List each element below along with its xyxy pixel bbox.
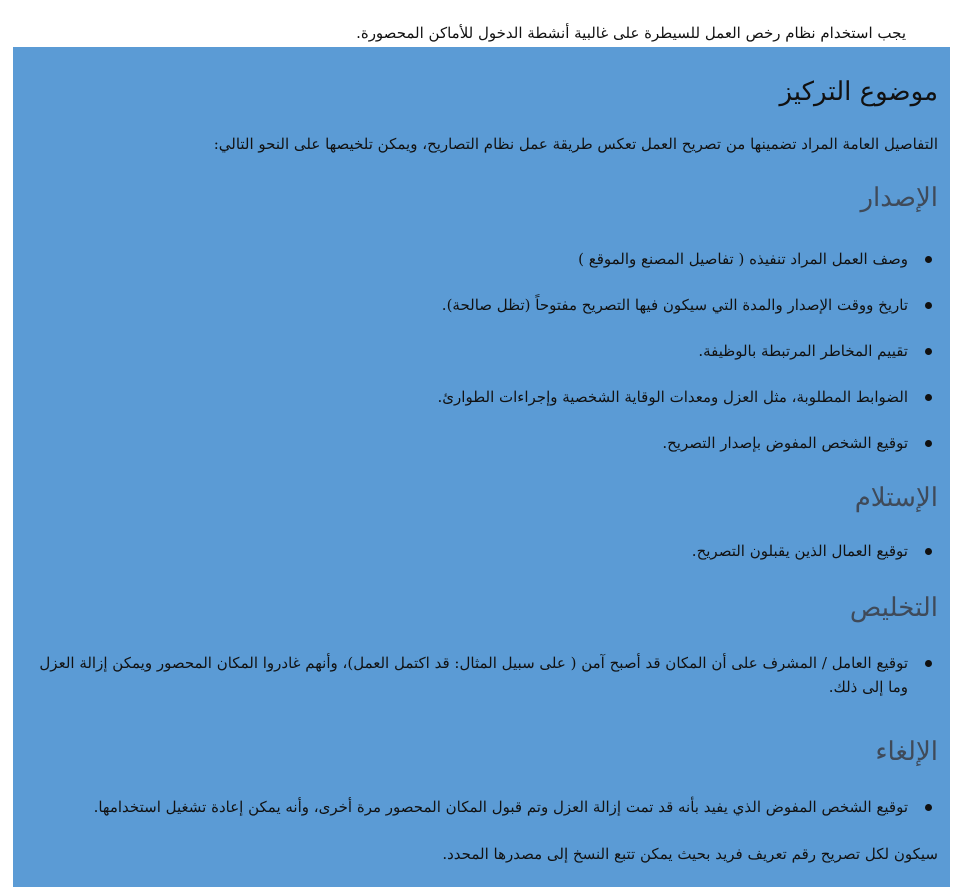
- list-item: الضوابط المطلوبة، مثل العزل ومعدات الوقاية الشخصية وإجراءات الطوارئ.: [33, 385, 938, 409]
- bullet-icon: [925, 548, 932, 555]
- list-item: توقيع العامل / المشرف على أن المكان قد أصبح آمن ( على سبيل المثال: قد اكتمل العمل)، وأنهم غادروا المكان المحصور ويمكن إزالة العزل وما إلى ذلك.: [33, 651, 938, 699]
- bullet-icon: [925, 440, 932, 447]
- bullet-icon: [925, 394, 932, 401]
- bullet-icon: [925, 302, 932, 309]
- issue-list: [33, 247, 938, 455]
- list-item: تاريخ ووقت الإصدار والمدة التي سيكون فيها التصريح مفتوحاً (تظل صالحة).: [33, 293, 938, 317]
- focus-summary: التفاصيل العامة المراد تضمينها من تصريح العمل تعكس طريقة عمل نظام التصاريح، ويمكن تلخيصها على النحو التالي:: [213, 135, 938, 153]
- bullet-icon: [925, 804, 932, 811]
- receipt-list: [33, 539, 938, 563]
- clearance-list: [33, 651, 938, 699]
- list-item: تقييم المخاطر المرتبطة بالوظيفة.: [33, 339, 938, 363]
- section-title-cancellation: الإلغاء: [875, 737, 938, 767]
- cancellation-list: [33, 795, 938, 819]
- list-item: توقيع العمال الذين يقبلون التصريح.: [33, 539, 938, 563]
- intro-paragraph: يجب استخدام نظام رخص العمل للسيطرة على غالبية أنشطة الدخول للأماكن المحصورة.: [356, 24, 906, 42]
- bullet-icon: [925, 256, 932, 263]
- list-item: وصف العمل المراد تنفيذه ( تفاصيل المصنع والموقع ): [33, 247, 938, 271]
- focus-box: [13, 47, 950, 887]
- section-title-clearance: التخليص: [849, 593, 938, 623]
- section-title-issue: الإصدار: [860, 183, 938, 213]
- focus-title: موضوع التركيز: [779, 77, 938, 107]
- list-item: توقيع الشخص المفوض الذي يفيد بأنه قد تمت إزالة العزل وتم قبول المكان المحصور مرة أخرى، وأنه يمكن إعادة تشغيل استخدامها.: [33, 795, 938, 819]
- list-item: توقيع الشخص المفوض بإصدار التصريح.: [33, 431, 938, 455]
- footnote: سيكون لكل تصريح رقم تعريف فريد بحيث يمكن تتبع النسخ إلى مصدرها المحدد.: [442, 845, 938, 863]
- section-title-receipt: الإستلام: [854, 483, 938, 513]
- bullet-icon: [925, 348, 932, 355]
- bullet-icon: [925, 660, 932, 667]
